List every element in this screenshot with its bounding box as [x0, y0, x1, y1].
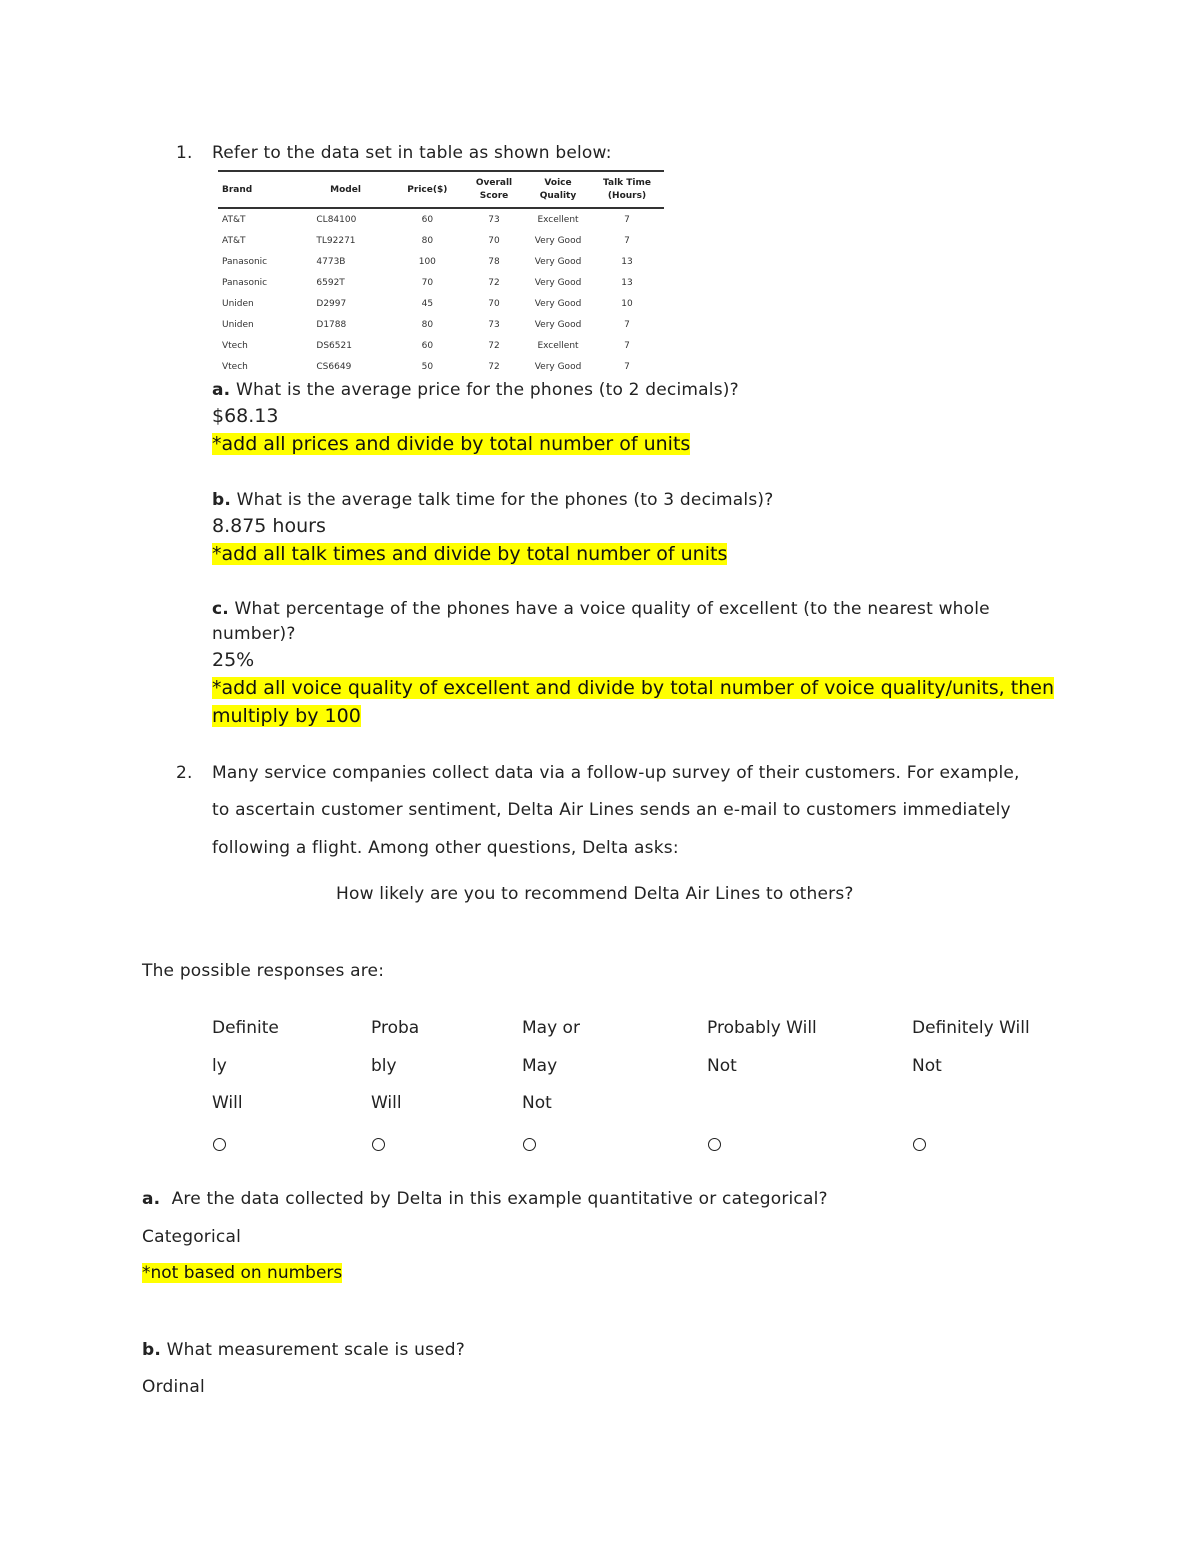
q1c-question-1: What percentage of the phones have a voice quality of excellent (to the nearest whole	[234, 599, 990, 619]
table-row	[218, 335, 664, 356]
q1c-question-2: number)?	[212, 624, 296, 644]
q2b-question: What measurement scale is used?	[166, 1340, 466, 1360]
q2b-answer: Ordinal	[142, 1377, 205, 1397]
q1-number: 1.	[176, 143, 193, 163]
table-row	[218, 356, 664, 377]
table-cell: AT&T	[222, 235, 246, 246]
table-cell: Very Good	[534, 256, 582, 267]
table-cell: 7	[624, 235, 630, 246]
table-cell: Excellent	[537, 214, 579, 225]
table-cell: 13	[621, 256, 633, 267]
survey-question: How likely are you to recommend Delta Air Lines to others?	[336, 884, 854, 904]
table-body	[218, 208, 664, 377]
response-may-or-may-not: May or May Not	[522, 1018, 580, 1113]
response-probably-will: Proba bly Will	[371, 1018, 420, 1113]
table-cell: Excellent	[537, 340, 579, 351]
q1c-label: c.	[212, 599, 229, 619]
table-cell: 80	[421, 235, 434, 246]
q2-text-2: to ascertain customer sentiment, Delta Air Lines sends an e-mail to customers immediately	[212, 800, 1011, 820]
table-cell: CL84100	[316, 214, 357, 225]
table-cell: Panasonic	[222, 277, 268, 288]
table-header-row	[218, 171, 664, 208]
q1a-label: a.	[212, 380, 231, 400]
table-cell: 60	[421, 214, 434, 225]
radio-may-or-may-not[interactable]	[523, 1138, 536, 1151]
q2a-label: a.	[142, 1189, 161, 1209]
response-definitely-will-not: Definitely Will Not	[912, 1018, 1030, 1076]
q2a-answer: Categorical	[142, 1227, 242, 1247]
phone-data-table	[218, 170, 664, 377]
table-row	[218, 314, 664, 335]
table-row	[218, 272, 664, 293]
col-voice-quality: Voice Quality	[539, 178, 577, 201]
q2-text-1: Many service companies collect data via a follow-up survey of their customers. For example,	[212, 763, 1020, 783]
table-row	[218, 293, 664, 314]
table-cell: Vtech	[222, 340, 248, 351]
q1b-note: *add all talk times and divide by total number of units	[212, 543, 728, 565]
q2a-question-line	[142, 1189, 828, 1209]
q1b-question-line	[212, 490, 773, 510]
q1a-question-line	[212, 380, 739, 400]
table-row	[218, 251, 664, 272]
table-cell: 13	[621, 277, 633, 288]
col-brand: Brand	[222, 184, 253, 195]
response-definitely-will: Definite ly Will	[212, 1018, 279, 1113]
table-row	[218, 208, 664, 230]
table-cell: 60	[421, 340, 434, 351]
radio-probably-will-not[interactable]	[708, 1138, 721, 1151]
q2-number: 2.	[176, 763, 193, 783]
q2b-label: b.	[142, 1340, 162, 1360]
q2b-question-line	[142, 1340, 465, 1360]
table-cell: CS6649	[316, 361, 352, 372]
table-cell: 72	[488, 361, 500, 372]
col-overall-score: Overall Score	[475, 178, 513, 201]
table-cell: Uniden	[222, 319, 254, 330]
radio-definitely-will-not[interactable]	[913, 1138, 926, 1151]
table-cell: Very Good	[534, 361, 582, 372]
q1c-note-1: *add all voice quality of excellent and divide by total number of voice quality/units, then	[212, 677, 1054, 699]
table-cell: 50	[421, 361, 434, 372]
table-cell: 7	[624, 214, 630, 225]
q1b-label: b.	[212, 490, 232, 510]
q1a-note: *add all prices and divide by total number of units	[212, 433, 691, 455]
table-cell: 70	[421, 277, 434, 288]
table-cell: 7	[624, 319, 630, 330]
table-cell: Uniden	[222, 298, 254, 309]
table-row	[218, 230, 664, 251]
table-cell: Panasonic	[222, 256, 268, 267]
table-cell: DS6521	[316, 340, 352, 351]
table-cell: Very Good	[534, 298, 582, 309]
q1b-question: What is the average talk time for the phones (to 3 decimals)?	[236, 490, 774, 510]
q1c-question-line	[212, 599, 990, 619]
q1a-question: What is the average price for the phones (to 2 decimals)?	[235, 380, 739, 400]
table-cell: Very Good	[534, 235, 582, 246]
table-cell: 78	[488, 256, 500, 267]
table-cell: TL92271	[316, 235, 356, 246]
table-cell: Very Good	[534, 319, 582, 330]
responses-intro: The possible responses are:	[142, 961, 385, 981]
table-cell: 73	[488, 214, 500, 225]
table-cell: 72	[488, 340, 500, 351]
table-cell: AT&T	[222, 214, 246, 225]
table-cell: 45	[421, 298, 434, 309]
table-cell: 10	[621, 298, 633, 309]
table-cell: 70	[488, 298, 500, 309]
table-cell: Vtech	[222, 361, 248, 372]
q2a-question: Are the data collected by Delta in this example quantitative or categorical?	[171, 1189, 828, 1209]
table-cell: Very Good	[534, 277, 582, 288]
q1b-answer: 8.875 hours	[212, 515, 326, 537]
q1c-note-2: multiply by 100	[212, 705, 361, 727]
table-cell: 73	[488, 319, 500, 330]
table-cell: 80	[421, 319, 434, 330]
table-cell: 100	[418, 256, 436, 267]
q2a-note: *not based on numbers	[142, 1263, 343, 1283]
table-cell: D2997	[316, 298, 347, 309]
table-cell: D1788	[316, 319, 347, 330]
q2-text-3: following a flight. Among other questions, Delta asks:	[212, 838, 679, 858]
response-probably-will-not: Probably Will Not	[707, 1018, 817, 1076]
table-cell: 6592T	[316, 277, 345, 288]
table-cell: 70	[488, 235, 500, 246]
col-talk-time: Talk Time (Hours)	[603, 178, 651, 201]
table-cell: 7	[624, 361, 630, 372]
q1-prompt: Refer to the data set in table as shown below:	[212, 143, 612, 163]
radio-definitely-will[interactable]	[213, 1138, 226, 1151]
col-model: Model	[330, 184, 361, 195]
table-cell: 72	[488, 277, 500, 288]
radio-probably-will[interactable]	[372, 1138, 385, 1151]
col-price: Price($)	[407, 184, 448, 195]
q1c-answer: 25%	[212, 649, 255, 671]
q1a-answer: $68.13	[212, 405, 279, 427]
table-cell: 7	[624, 340, 630, 351]
table-cell: 4773B	[316, 256, 346, 267]
